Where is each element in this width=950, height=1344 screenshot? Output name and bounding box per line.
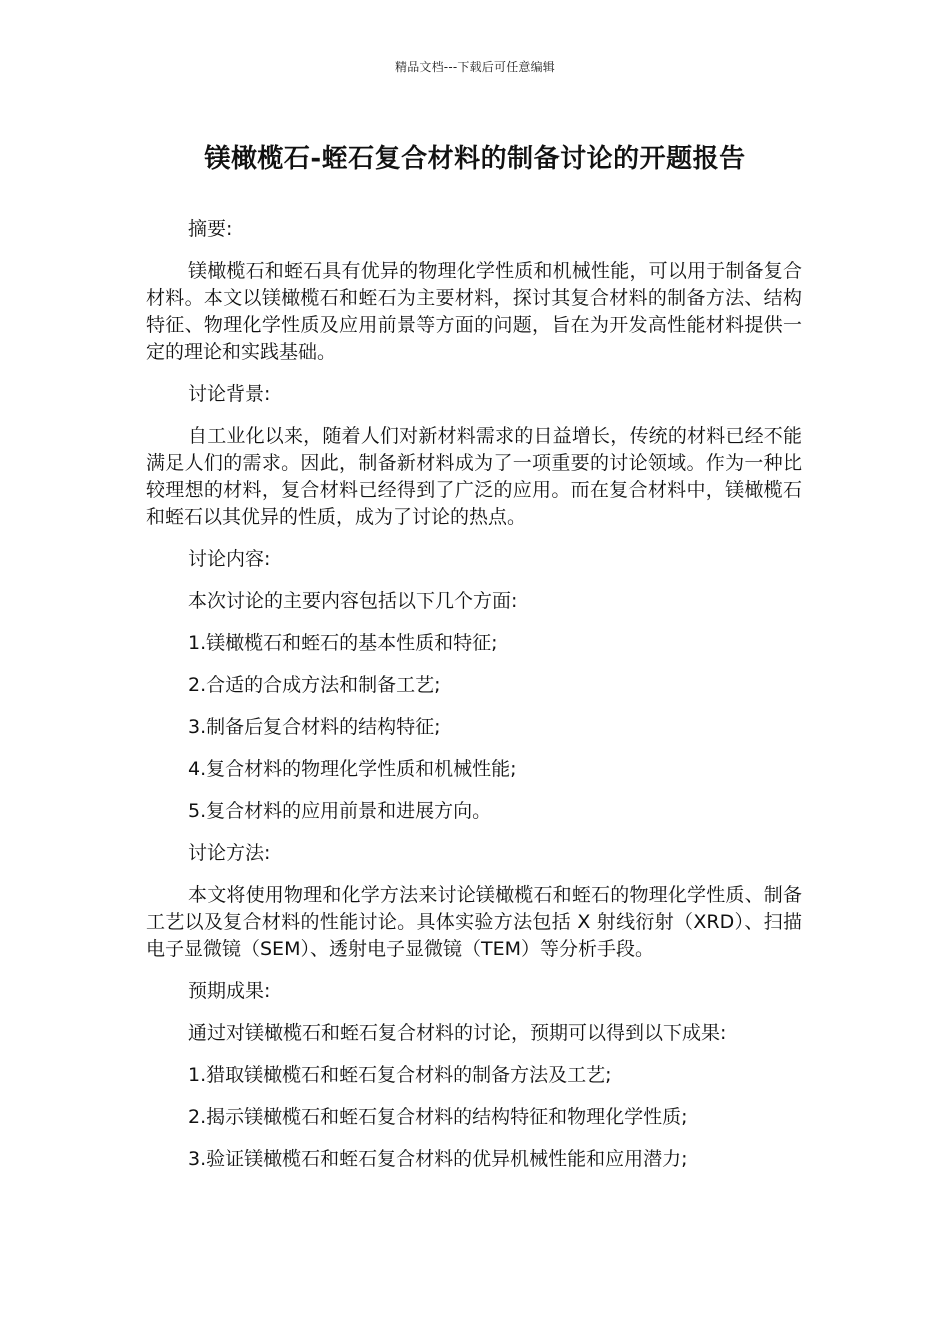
results-list-item: 3.验证镁橄榄石和蛭石复合材料的优异机械性能和应用潜力; bbox=[188, 1148, 688, 1170]
results-list-item: 1.猎取镁橄榄石和蛭石复合材料的制备方法及工艺; bbox=[188, 1064, 612, 1086]
background-paragraph: 自工业化以来，随着人们对新材料需求的日益增长，传统的材料已经不能满足人们的需求。因此，制备新材料成为了一项重要的讨论领域。作为一种比较理想的材料，复合材料已经得到了广泛的应用。而在复合材料中，镁橄榄石和蛭石以其优异的性质，成为了讨论的热点。 bbox=[146, 425, 802, 528]
results-heading: 预期成果: bbox=[188, 980, 271, 1002]
abstract-heading: 摘要: bbox=[188, 218, 233, 240]
content-heading: 讨论内容: bbox=[188, 548, 271, 570]
results-intro: 通过对镁橄榄石和蛭石复合材料的讨论，预期可以得到以下成果: bbox=[188, 1022, 727, 1044]
content-list-item: 1.镁橄榄石和蛭石的基本性质和特征; bbox=[188, 632, 498, 654]
method-paragraph: 本文将使用物理和化学方法来讨论镁橄榄石和蛭石的物理化学性质、制备工艺以及复合材料的性能讨论。具体实验方法包括 X 射线衍射（XRD）、扫描电子显微镜（SEM）、透射电子显微镜（TEM）等分析手段。 bbox=[146, 884, 802, 960]
results-list-item: 2.揭示镁橄榄石和蛭石复合材料的结构特征和物理化学性质; bbox=[188, 1106, 688, 1128]
content-list-item: 4.复合材料的物理化学性质和机械性能; bbox=[188, 758, 517, 780]
header-note: 精品文档---下载后可任意编辑 bbox=[395, 60, 555, 74]
method-heading: 讨论方法: bbox=[188, 842, 271, 864]
background-heading: 讨论背景: bbox=[188, 383, 271, 405]
document-body bbox=[146, 216, 802, 1188]
content-list-item: 2.合适的合成方法和制备工艺; bbox=[188, 674, 441, 696]
abstract-paragraph: 镁橄榄石和蛭石具有优异的物理化学性质和机械性能，可以用于制备复合材料。本文以镁橄榄石和蛭石为主要材料，探讨其复合材料的制备方法、结构特征、物理化学性质及应用前景等方面的问题，旨在为开发高性能材料提供一定的理论和实践基础。 bbox=[146, 260, 802, 363]
content-list-item: 5.复合材料的应用前景和进展方向。 bbox=[188, 800, 492, 822]
document-title: 镁橄榄石-蛭石复合材料的制备讨论的开题报告 bbox=[204, 144, 746, 174]
content-intro: 本次讨论的主要内容包括以下几个方面: bbox=[188, 590, 518, 612]
content-list-item: 3.制备后复合材料的结构特征; bbox=[188, 716, 441, 738]
